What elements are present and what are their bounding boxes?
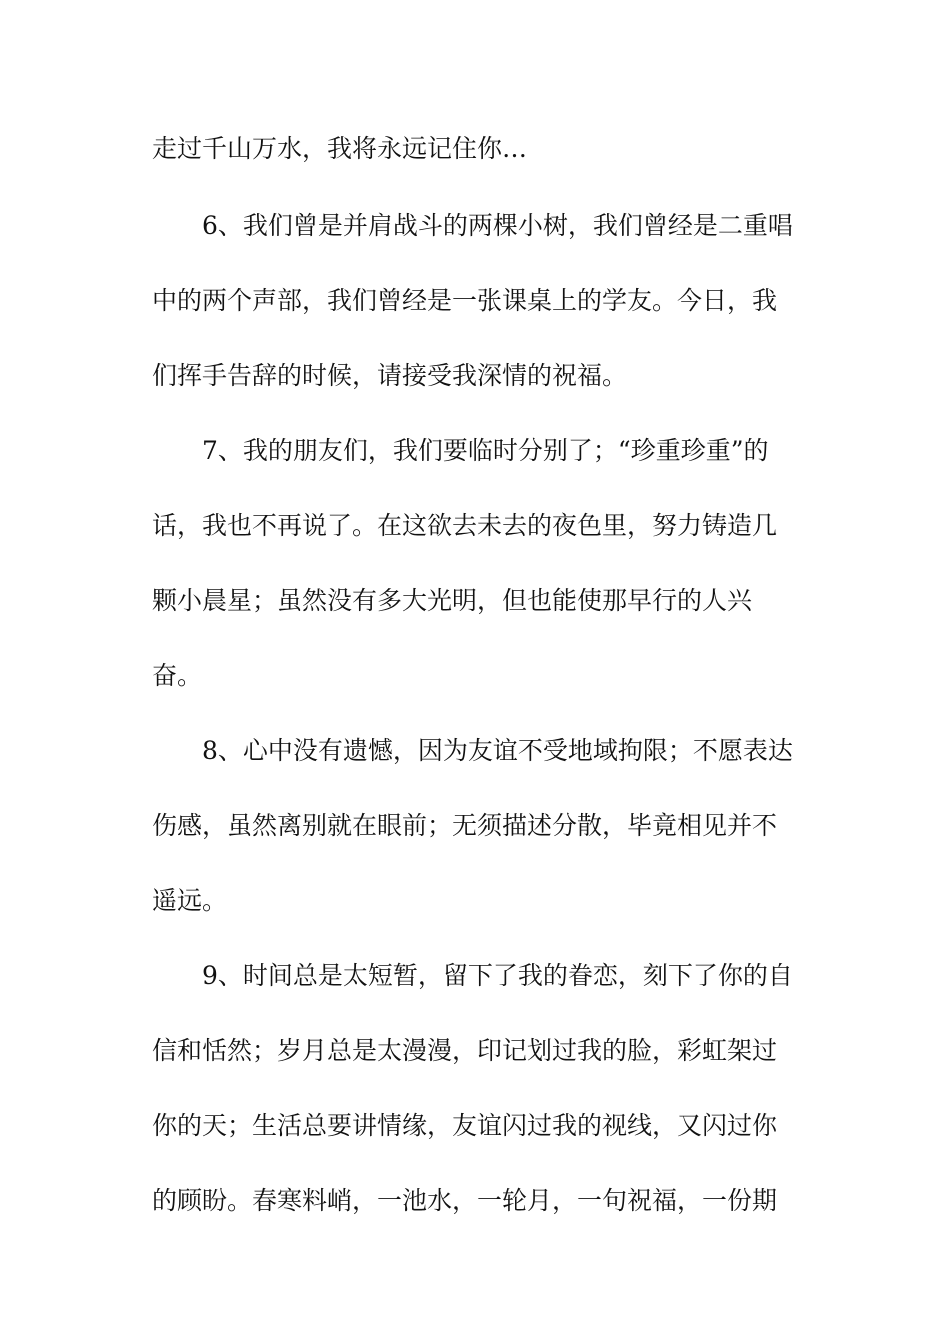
paragraph-9-start: 9、时间总是太短暂，留下了我的眷恋，刻下了你的自	[202, 961, 793, 990]
text-line: 们挥手告辞的时候，请接受我深情的祝福。	[152, 361, 628, 390]
paragraph-7-start: 7、我的朋友们，我们要临时分别了；“珍重珍重”的	[202, 436, 769, 465]
paragraph-6-start: 6、我们曾是并肩战斗的两棵小树，我们曾经是二重唱	[202, 211, 793, 240]
text-line: 话，我也不再说了。在这欲去未去的夜色里，努力铸造几	[152, 511, 778, 540]
text-line: 遥远。	[152, 886, 228, 915]
text-line: 伤感，虽然离别就在眼前；无须描述分散，毕竟相见并不	[152, 811, 778, 840]
text-line: 奋。	[152, 661, 203, 690]
text-line: 你的天；生活总要讲情缘，友谊闪过我的视线，又闪过你	[152, 1111, 778, 1140]
paragraph-8-start: 8、心中没有遗憾，因为友谊不受地域拘限；不愿表达	[202, 736, 793, 765]
text-line: 的顾盼。春寒料峭，一池水，一轮月，一句祝福，一份期	[152, 1186, 778, 1215]
text-line: 信和恬然；岁月总是太漫漫，印记划过我的脸，彩虹架过	[152, 1036, 778, 1065]
text-line: 颗小晨星；虽然没有多大光明，但也能使那早行的人兴	[152, 586, 753, 615]
text-line: 中的两个声部，我们曾经是一张课桌上的学友。今日，我	[152, 286, 778, 315]
text-line: 走过千山万水，我将永远记住你…	[152, 134, 528, 163]
